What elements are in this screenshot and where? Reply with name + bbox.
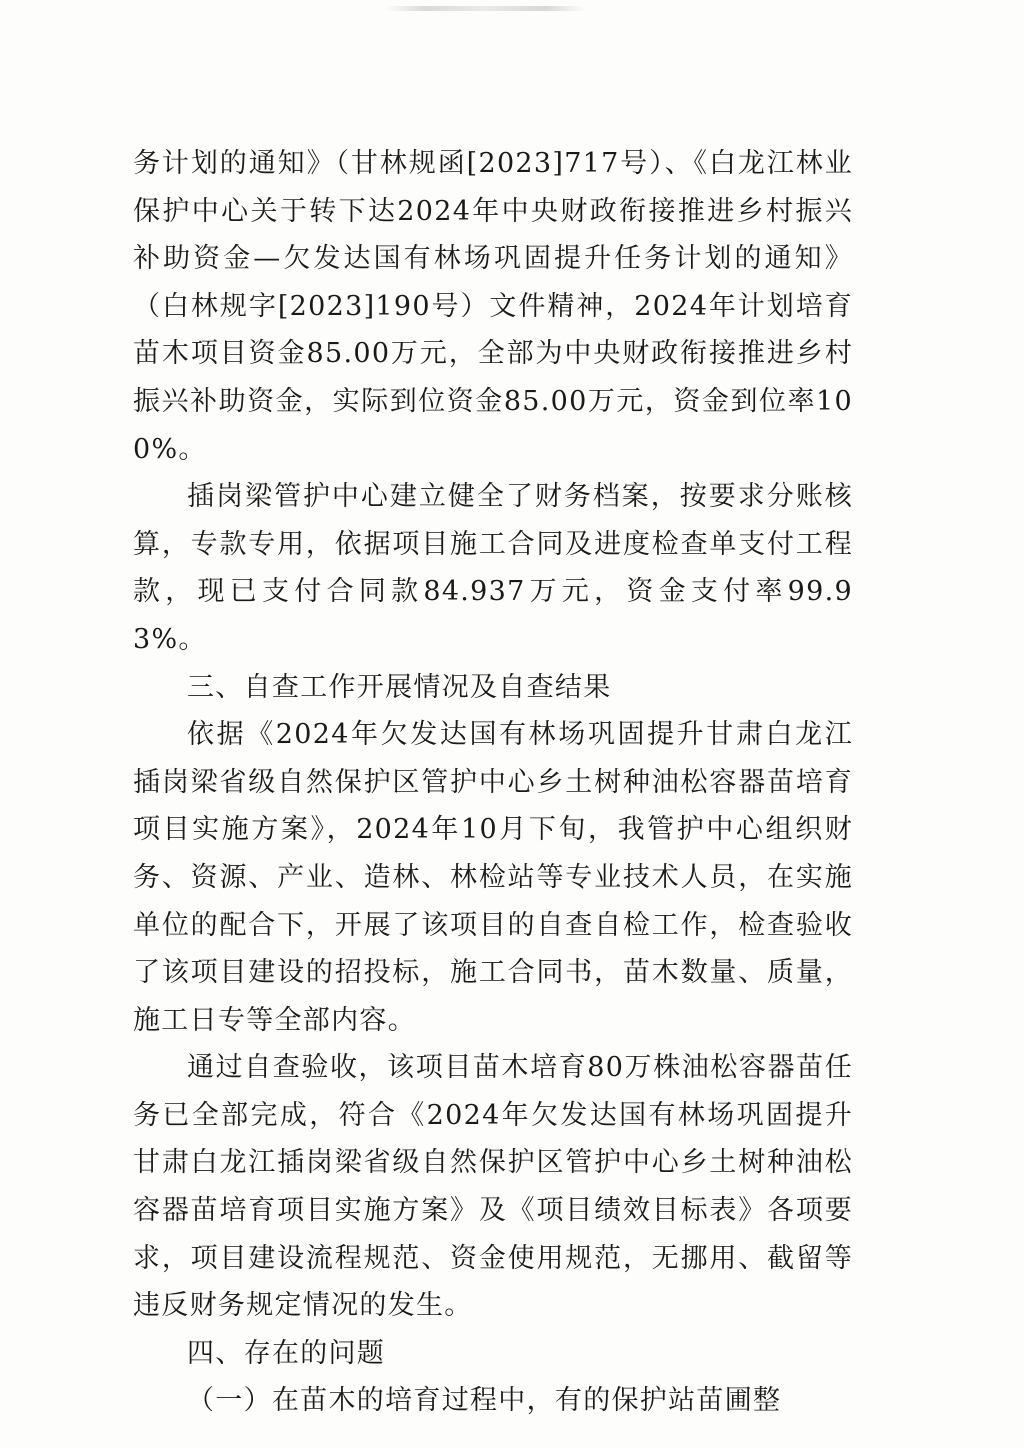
scan-artifact <box>385 6 585 11</box>
paragraph-financial-management: 插岗梁管护中心建立健全了财务档案，按要求分账核算，专款专用，依据项目施工合同及进度检查单支付工程款，现已支付合同款84.937万元，资金支付率99.93%。 <box>133 481 853 655</box>
section-heading-self-inspection: 三、自查工作开展情况及自查结果 <box>187 671 612 703</box>
paragraph-funding-source: 务计划的通知》（甘林规函[2023]717号）、《白龙江林业保护中心关于转下达2024年中央财政衔接推进乡村振兴补助资金—欠发达国有林场巩固提升任务计划的通知》（白林规字[2023]190号）文件精神，2024年计划培育苗木项目资金85.00万元，全部为中央财政衔接推进乡村振兴补助资金，实际到位资金85.00万元，资金到位率100%。 <box>133 148 853 465</box>
paragraph-inspection-result: 通过自查验收，该项目苗木培育80万株油松容器苗任务已全部完成，符合《2024年欠发达国有林场巩固提升甘肃白龙江插岗梁省级自然保护区管护中心乡土树种油松容器苗培育项目实施方案》及《项目绩效目标表》各项要求，项目建设流程规范、资金使用规范，无挪用、截留等违反财务规定情况的发生。 <box>133 1052 853 1322</box>
section-heading-problems: 四、存在的问题 <box>187 1337 386 1369</box>
document-body <box>133 140 853 1425</box>
paragraph-problem-1: （一）在苗木的培育过程中，有的保护站苗圃整 <box>187 1385 782 1417</box>
paragraph-inspection-process: 依据《2024年欠发达国有林场巩固提升甘肃白龙江插岗梁省级自然保护区管护中心乡土树种油松容器苗培育项目实施方案》，2024年10月下旬，我管护中心组织财务、资源、产业、造林、林检站等专业技术人员，在实施单位的配合下，开展了该项目的自查自检工作，检查验收了该项目建设的招投标，施工合同书，苗木数量、质量，施工日专等全部内容。 <box>133 719 853 1036</box>
